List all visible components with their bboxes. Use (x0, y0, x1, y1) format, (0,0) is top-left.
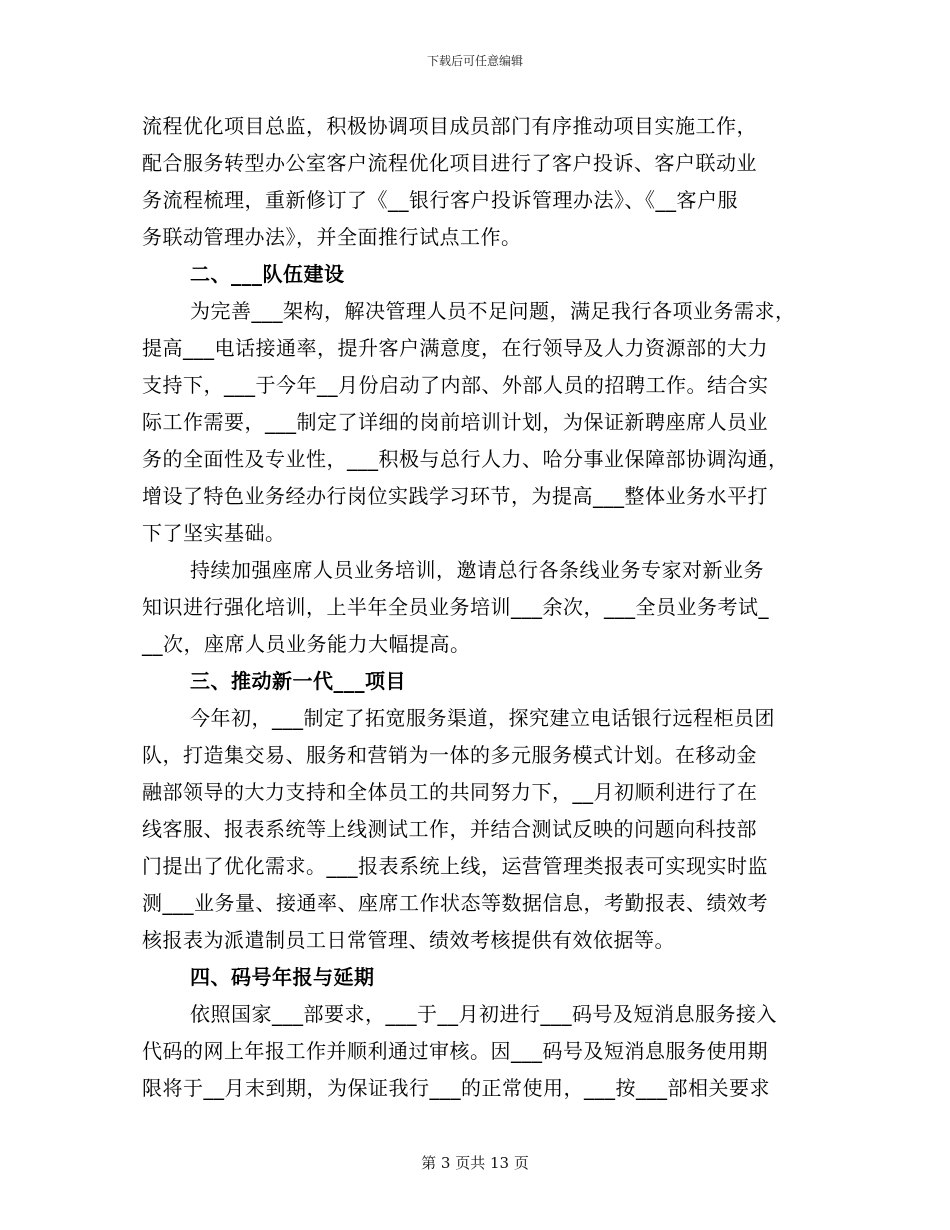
body-text-line: 线客服、报表系统等上线测试工作，并结合测试反映的问题向科技部 (142, 817, 757, 841)
body-text-line: 增设了特色业务经办行岗位实践学习环节，为提高___整体业务水平打 (142, 484, 768, 508)
body-text-line: 依照国家___部要求，___于__月初进行___码号及短消息服务接入 (190, 1002, 777, 1026)
body-text-line: 配合服务转型办公室客户流程优化项目进行了客户投诉、客户联动业 (142, 151, 757, 175)
body-text-line: 代码的网上年报工作并顺利通过审核。因___码号及短消息服务使用期 (142, 1039, 768, 1063)
body-text-line: 流程优化项目总监，积极协调项目成员部门有序推动项目实施工作， (142, 114, 757, 138)
page-number-footer: 第 3 页共 13 页 (421, 1154, 529, 1172)
body-text-line: 持续加强座席人员业务培训，邀请总行各条线业务专家对新业务 (190, 558, 764, 582)
page-header-note: 下载后可任意编辑 (426, 54, 523, 68)
body-text-line: 务的全面性及专业性，___积极与总行人力、哈分事业保障部协调沟通， (142, 447, 789, 471)
body-text-line: 测___业务量、接通率、座席工作状态等数据信息，考勤报表、绩效考 (142, 891, 768, 915)
body-text-line: 际工作需要，___制定了详细的岗前培训计划，为保证新聘座席人员业 (142, 410, 768, 434)
body-text-line: 队，打造集交易、服务和营销为一体的多元服务模式计划。在移动金 (142, 743, 757, 767)
section-heading: 四、码号年报与延期 (190, 965, 375, 989)
body-text-line: 知识进行强化培训，上半年全员业务培训___余次，___全员业务考试_ (142, 595, 769, 619)
body-text-line: 为完善___架构，解决管理人员不足问题，满足我行各项业务需求， (190, 299, 796, 323)
body-text-line: 下了坚实基础。 (142, 521, 286, 545)
body-text-line: 门提出了优化需求。___报表系统上线，运营管理类报表可实现实时监 (142, 854, 768, 878)
body-text-line: 支持下，___于今年__月份启动了内部、外部人员的招聘工作。结合实 (142, 373, 769, 397)
body-text-line: 核报表为派遣制员工日常管理、绩效考核提供有效依据等。 (142, 928, 675, 952)
section-heading: 三、推动新一代___项目 (190, 669, 406, 693)
body-text-line: 今年初，___制定了拓宽服务渠道，探究建立电话银行远程柜员团 (190, 706, 775, 730)
body-text-line: 限将于__月末到期，为保证我行___的正常使用，___按___部相关要求 (142, 1076, 770, 1100)
body-text-line: 融部领导的大力支持和全体员工的共同努力下，__月初顺利进行了在 (142, 780, 758, 804)
body-text-line: 务联动管理办法》，并全面推行试点工作。 (142, 225, 522, 249)
section-heading: 二、___队伍建设 (190, 262, 345, 286)
body-text-line: 务流程梳理，重新修订了《__银行客户投诉管理办法》、《__客户服 (142, 188, 738, 212)
body-text-line: 提高___电话接通率，提升客户满意度，在行领导及人力资源部的大力 (142, 336, 768, 360)
body-text-line: __次，座席人员业务能力大幅提高。 (142, 632, 471, 656)
